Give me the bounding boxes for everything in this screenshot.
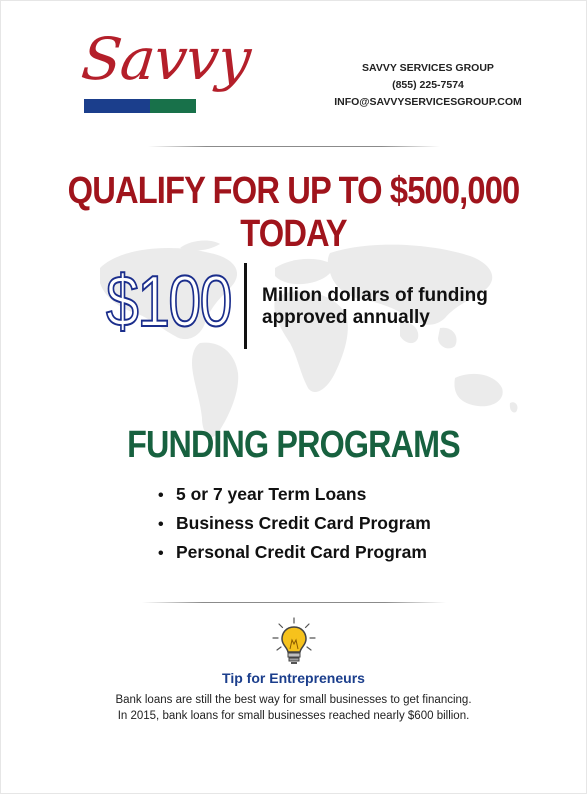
- program-label: Personal Credit Card Program: [176, 542, 427, 562]
- vertical-divider: [244, 263, 247, 349]
- bullet-icon: •: [158, 545, 164, 562]
- list-item: [158, 511, 431, 540]
- phone-number: (855) 225-7574: [392, 79, 464, 91]
- tip-line-2: In 2015, bank loans for small businesses reached nearly $600 billion.: [117, 710, 470, 722]
- savvy-logo: [78, 25, 254, 130]
- lightbulb-icon: [271, 616, 317, 666]
- programs-title: FUNDING PROGRAMS: [127, 424, 460, 466]
- top-divider: [148, 146, 440, 147]
- funding-description-line2: approved annually: [262, 307, 430, 328]
- program-label: Business Credit Card Program: [176, 513, 431, 533]
- tip-body: [0, 692, 587, 724]
- funding-description: [262, 285, 552, 329]
- bottom-divider: [142, 602, 446, 603]
- bullet-icon: •: [158, 516, 164, 533]
- tip-line-1: Bank loans are still the best way for small businesses to get financing.: [115, 694, 472, 706]
- tip-title: Tip for Entrepreneurs: [222, 670, 365, 686]
- list-item: [158, 482, 431, 511]
- list-item: [158, 540, 431, 569]
- logo-wordmark: Savvy: [78, 25, 254, 93]
- logo-green-bar: [150, 99, 196, 113]
- company-name: SAVVY SERVICES GROUP: [362, 62, 494, 74]
- program-label: 5 or 7 year Term Loans: [176, 484, 367, 504]
- funding-amount: $100: [106, 262, 231, 342]
- funding-description-line1: Million dollars of funding: [262, 285, 488, 306]
- programs-list: [158, 482, 431, 569]
- contact-block: [318, 60, 538, 111]
- logo-blue-bar: [84, 99, 150, 113]
- bullet-icon: •: [158, 487, 164, 504]
- email-address: INFO@SAVVYSERVICESGROUP.COM: [334, 96, 522, 108]
- headline: QUALIFY FOR UP TO $500,000 TODAY: [67, 170, 520, 255]
